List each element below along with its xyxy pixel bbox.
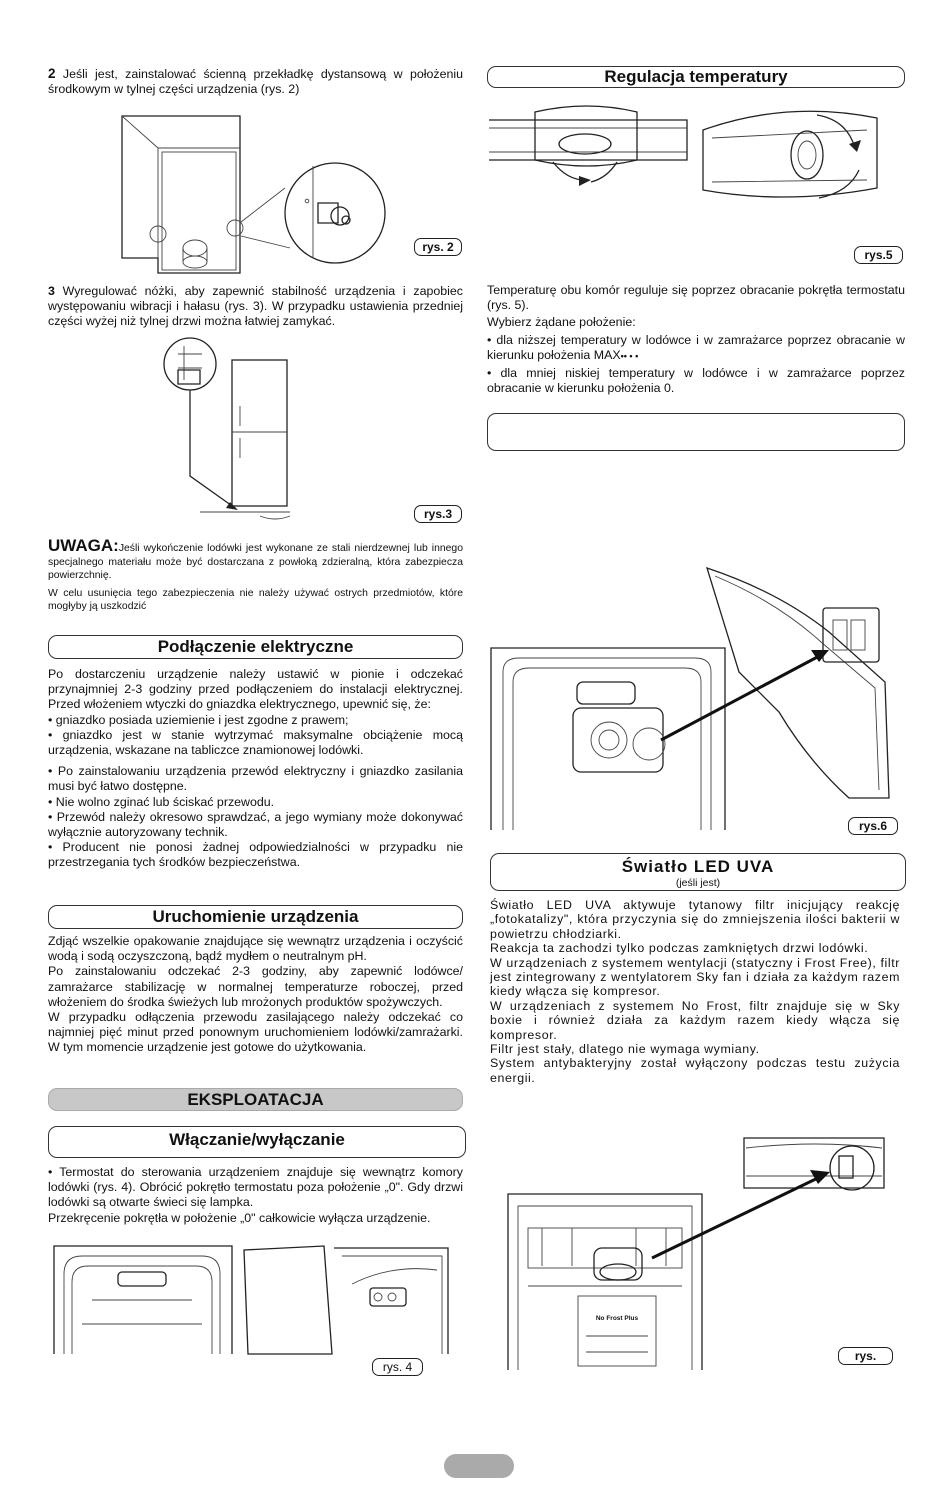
section-header-regulacja: Regulacja temperatury [487, 66, 905, 88]
fig3-label: rys.3 [414, 505, 462, 523]
podlaczenie-body [48, 667, 463, 871]
section-header-uruchomienie: Uruchomienie urządzenia [48, 905, 463, 929]
section-header-wlaczanie: Włączanie/wyłączanie [48, 1126, 466, 1158]
uruchomienie-p3: W przypadku odłączenia przewodu zasilającego należy odczekać co najmniej pięć minut przed ponownym uruchomieniem lodówki/zamrażarki. W tym momencie urządzenie jest gotowe do użytkowania. [48, 1010, 463, 1055]
page-number-badge [444, 1454, 514, 1478]
section-header-eksploatacja: EKSPLOATACJA [48, 1088, 463, 1111]
swiatlo-p5: Filtr jest stały, dlatego nie wymaga wymiany. [490, 1042, 760, 1057]
wlaczanie-p2: Przekręcenie pokrętła w położenie „0" całkowicie wyłącza urządzenie. [48, 1210, 431, 1225]
regulacja-p2: Wybierz żądane położenie: [487, 315, 636, 330]
fig5-label: rys.5 [854, 246, 903, 264]
uwaga-text: Jeśli wykończenie lodówki jest wykonane ze stali nierdzewnej lub innego specjalnego materiału może być dostarczana z powłoką zdzieralną, która zabezpiecza powierzchnię. [48, 543, 463, 581]
regulacja-bullet: • dla mniej niskiej temperatury w lodówce i w zamrażarce poprzez obracanie w kierunku położenia 0. [487, 366, 905, 396]
swiatlo-subtitle: (jeśli jest) [675, 877, 721, 889]
section-header-podlaczenie: Podłączenie elektryczne [48, 635, 463, 659]
swiatlo-p2: Reakcja ta zachodzi tylko podczas zamkniętych drzwi lodówki. [490, 941, 869, 956]
swiatlo-title: Światło LED UVA [621, 857, 775, 876]
fig6-illustration [489, 562, 909, 832]
fig6-label: rys.6 [848, 817, 898, 835]
fig2-label: rys. 2 [414, 238, 462, 256]
podlaczenie-intro: Po dostarczeniu urządzenie należy ustawić w pionie i odczekać przynajmniej 2-3 godziny przed podłączeniem do instalacji elektrycznej. Przed włożeniem wtyczki do gniazdka elektrycznego, upewnić się, że: [48, 667, 463, 712]
wlaczanie-body [48, 1165, 463, 1226]
swiatlo-p3: W urządzeniach z systemem wentylacji (statyczny i Frost Free), filtr jest zintegrowany z wentylatorem Sky fan i działa za każdym razem kiedy włącza się kompresor. [490, 955, 900, 999]
fig5-illustration [487, 100, 907, 218]
uwaga-note [48, 536, 463, 614]
uwaga-text2: W celu usunięcia tego zabezpieczenia nie należy używać ostrych przedmiotów, które mogłyby ją uszkodzić [48, 587, 463, 612]
uwaga-title: UWAGA: [48, 536, 119, 555]
fig7-illustration [506, 1136, 896, 1372]
swiatlo-body [490, 898, 900, 1085]
section-header-swiatlo [490, 853, 906, 891]
uruchomienie-p1: Zdjąć wszelkie opakowanie znajdujące się wewnątrz urządzenia i oczyścić wodą i sodą oczyszczoną, bądź mydłem o neutralnym pH. [48, 934, 463, 964]
podlaczenie-bullet: • gniazdko jest w stanie wytrzymać maksymalne obciążenie mocą urządzenia, wskazane na tabliczce znamionowej lodówki. [48, 727, 463, 758]
regulacja-bullet: • dla niższej temperatury w lodówce i w zamrażarce poprzez obracanie w kierunku położenia MAX•• • • [487, 332, 905, 362]
empty-header-box [487, 413, 905, 451]
podlaczenie-bullet: • Nie wolno zginać lub ściskać przewodu. [48, 794, 275, 809]
podlaczenie-bullet: • gniazdko posiada uziemienie i jest zgodne z prawem; [48, 712, 349, 727]
wlaczanie-p1: • Termostat do sterowania urządzeniem znajduje się wewnątrz komory lodówki (rys. 4). Obrócić pokrętło termostatu poza położenie „0". Gdy drzwi lodówki są otwarte świeci się lampka. [48, 1165, 463, 1210]
swiatlo-p4: W urządzeniach z systemem No Frost, filtr znajduje się w Sky boxie i również działa za każdym razem kiedy włącza się kompresor. [490, 998, 900, 1042]
fig3-illustration [160, 336, 460, 526]
regulacja-body [487, 283, 905, 396]
uruchomienie-body [48, 934, 463, 1056]
uruchomienie-p2: Po zainstalowaniu odczekać 2-3 godziny, aby zapewnić lodówce/ zamrażarce stabilizację w normalnej temperaturze roboczej, przed włożeniem do środka świeżych lub mrożonych produktów spożywczych. [48, 964, 463, 1009]
swiatlo-p6: System antybakteryjny został wyłączony podczas testu zużycia energii. [490, 1056, 900, 1085]
no-frost-label: No Frost Plus [595, 1315, 639, 1322]
step2-text: 2 Jeśli jest, zainstalować ścienną przekładkę dystansową w położeniu środkowym w tylnej części urządzenia (rys. 2) [48, 66, 463, 97]
step3-text: 3 Wyregulować nóżki, aby zapewnić stabilność urządzenia i zapobiec występowaniu wibracji i hałasu (rys. 3). W przypadku ustawienia przedniej części wyżej niż tylnej drzwi można łatwiej zamykać. [48, 284, 463, 329]
fig4-illustration [52, 1244, 452, 1359]
podlaczenie-bullet: • Producent nie ponosi żadnej odpowiedzialności w przypadku nie przestrzegania tych środków bezpieczeństwa. [48, 840, 463, 870]
swiatlo-p1: Światło LED UVA aktywuje tytanowy filtr inicjujący reakcję „fotokatalizy", która przyczynia się do zmniejszenia ilości bakterii w powietrzu chłodziarki. [490, 898, 900, 941]
podlaczenie-bullet: • Przewód należy okresowo sprawdzać, a jego wymiany może dokonywać wyłącznie autoryzowany technik. [48, 809, 463, 840]
regulacja-p1: Temperaturę obu komór reguluje się poprzez obracanie pokrętła termostatu (rys. 5). [487, 283, 905, 313]
fig4-label: rys. 4 [372, 1358, 423, 1376]
fig7-label: rys. [838, 1347, 893, 1365]
podlaczenie-bullet: • Po zainstalowaniu urządzenia przewód elektryczny i gniazdko zasilania musi być łatwo dostępne. [48, 764, 463, 794]
